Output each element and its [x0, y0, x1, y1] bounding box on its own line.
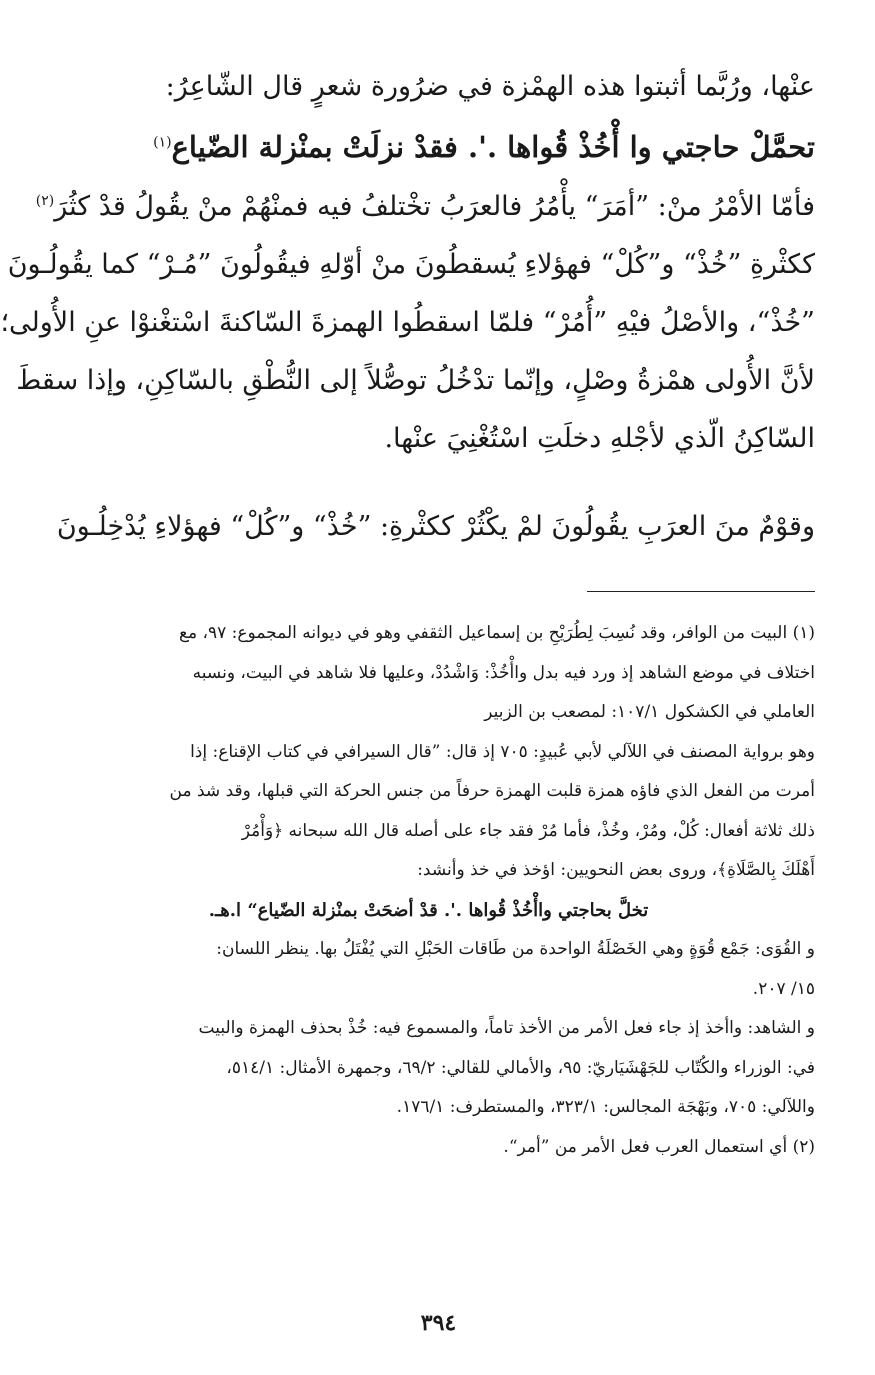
text-line-6: لأنَّ الأُولى همْزةُ وصْلٍ، وإنّما تدْخُلُ توصُّلاً إلى النُّطْقِ بالسّاكِنِ، وإذا سقطَ: [16, 365, 815, 396]
text-line-3: [35, 178, 815, 236]
footnote-line: ذلك ثلاثة أفعال: كُلْ، ومُرْ، وخُذْ، فأما مُرْ فقد جاء على أصله قال الله سبحانه ﴿وَأْمُرْ: [241, 820, 815, 841]
footnote-line: واللآلي: ٧٠٥، وبَهْجَة المجالس: ٣٢٣/١، والمستطرف: ١٧٦/١.: [396, 1097, 815, 1117]
footnote-line: في: الوزراء والكُتّاب للجَهْشَيَاريّ: ٩٥، والأمالي للقالي: ٦٩/٢، وجمهرة الأمثال: ٥١٤/١،: [226, 1057, 815, 1078]
footnote-line: أَهْلَكَ بِالصَّلَاةِ﴾، وروى بعض النحويين: اؤخذ في خذ وأنشد:: [417, 860, 815, 880]
text-line-3-text: فأمّا الأمْرُ منْ: ”أمَرَ“ يأْمُرُ فالعرَبُ تخْتلفُ فيه فمنْهُمْ منْ يقُولُ قدْ كثُرَ: [54, 191, 815, 222]
footnotes: [42, 614, 815, 1167]
main-text: [0, 58, 815, 556]
verse-line: [42, 116, 815, 178]
footnote-verse: تخلَّ بحاجتي واأْخُذْ قُواها .'. قدْ أضحَتْ بمنْزلة الضّياع“ ا.هـ.: [208, 899, 649, 921]
footnote-ref-2[interactable]: (٢): [35, 193, 55, 209]
footnote-line: و القُوَى: جَمْع قُوَةٍ وهي الخَصْلَةُ الواحدة من طَاقات الحَبْلِ التي يُفْتَلُ بها. ينظر اللسان:: [216, 939, 815, 959]
text-line-8: وقوْمٌ منَ العرَبِ يقُولُونَ لمْ يكْثُرْ ككثْرةِ: ”خُذْ“ و”كُلْ“ فهؤلاءِ يُدْخِلُـونَ: [56, 511, 815, 542]
footnote-line: أمرت من الفعل الذي فاؤه همزة قلبت الهمزة حرفاً من جنس الحركة التي قبلها، وقد شذ من: [169, 781, 815, 801]
book-page: [2, 0, 875, 1375]
footnote-line: ١٥/ ٢٠٧.: [752, 978, 815, 999]
footnote-line: وهو برواية المصنف في اللآلي لأبي عُبيدٍ: ٧٠٥ إذ قال: ”قال السيرافي في كتاب الإقناع: إذا: [190, 741, 815, 762]
footnote-ref-1[interactable]: (١): [153, 134, 172, 151]
page-number: ٣٩٤: [420, 1310, 457, 1336]
footnote-line: (٢) أي استعمال العرب فعل الأمر من ”أمر“.: [503, 1136, 815, 1157]
text-line-5: ”خُذْ“، والأصْلُ فيْهِ ”أُمُرْ“ فلمّا اسقطُوا الهمزةَ السّاكنةَ اسْتغْنوْا عنِ الأُولى؛: [0, 307, 815, 338]
footnote-line: اختلاف في موضع الشاهد إذ ورد فيه بدل واأْخُذْ: وَاشْدُدْ، وعليها فلا شاهد في البيت، ونسبه: [192, 662, 815, 683]
footnote-line: العاملي في الكشكول ١٠٧/١: لمصعب بن الزبير: [484, 702, 815, 722]
text-line-4: ككثْرةِ ”خُذْ“ و”كُلْ“ فهؤلاءِ يُسقطُونَ منْ أوّلهِ فيقُولُونَ ”مُـرْ“ كما يقُولُـونَ: [7, 249, 815, 280]
text-line-1: عنْها، ورُبَّما أثبتوا هذه الهمْزة في ضرُورة شعرٍ قال الشّاعِرُ:: [165, 71, 815, 102]
footnote-line: و الشاهد: واأخذ إذ جاء فعل الأمر من الأخذ تاماً، والمسموع فيه: خُذْ بحذف الهمزة والبيت: [198, 1018, 815, 1038]
footnote-separator: [587, 591, 815, 592]
verse-text: تحمَّلْ حاجتي وا أْخُذْ قُواها .'. فقدْ نزلَتْ بمنْزلة الضّياع: [171, 130, 815, 164]
footnote-line: (١) البيت من الوافر، وقد نُسِبَ لِطُرَيْحِ بن إسماعيل الثقفي وهو في ديوانه المجموع: ٩٧، مع: [178, 623, 815, 643]
text-line-7: السّاكِنُ الّذي لأجْلهِ دخلَتِ اسْتُغْنِيَ عنْها.: [384, 423, 815, 454]
